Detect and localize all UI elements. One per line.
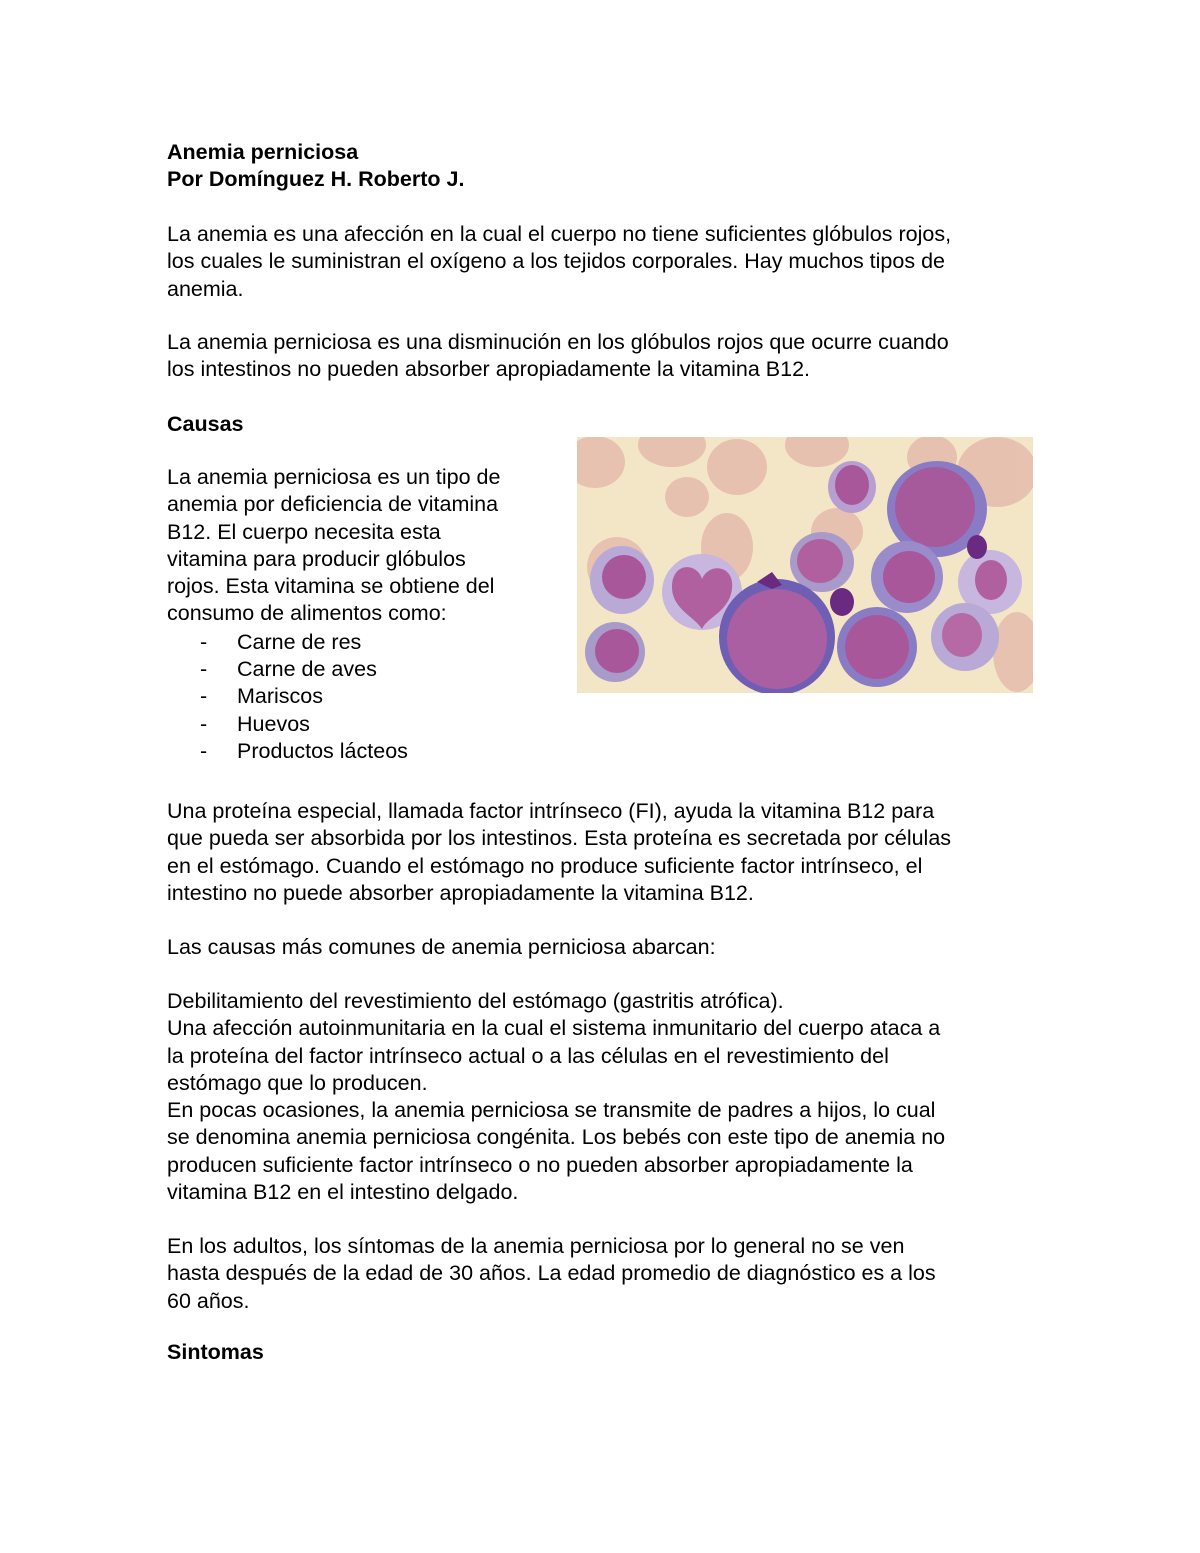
list-item — [167, 738, 500, 765]
paragraph-line: intestino no puede absorber apropiadamente la vitamina B12. — [167, 880, 754, 905]
list-marker: - — [200, 657, 208, 682]
paragraph-line: se denomina anemia perniciosa congénita. Los bebés con este tipo de anemia no — [167, 1125, 946, 1150]
paragraph-line: que pueda ser absorbida por los intestinos. Esta proteína es secretada por células — [167, 826, 952, 851]
paragraph-line: La anemia perniciosa es un tipo de — [167, 465, 501, 489]
factor-paragraph — [167, 798, 951, 907]
list-item — [167, 656, 500, 683]
list-marker: - — [200, 684, 208, 709]
paragraph-line: la proteína del factor intrínseco actual o a las células en el revestimiento del — [167, 1043, 889, 1068]
paragraph-line: los intestinos no pueden absorber apropiadamente la vitamina B12. — [167, 357, 811, 382]
paragraph-line: B12. El cuerpo necesita esta — [167, 519, 441, 544]
list-marker: - — [200, 738, 208, 763]
document-author: Por Domínguez H. Roberto J. — [167, 167, 465, 192]
paragraph-line: estómago que lo producen. — [167, 1070, 428, 1095]
causes-heading: Causas — [167, 412, 244, 436]
paragraph-line: en el estómago. Cuando el estómago no produce suficiente factor intrínseco, el — [167, 853, 923, 878]
list-marker: - — [200, 711, 208, 736]
symptoms-heading: Sintomas — [167, 1340, 264, 1364]
document-header — [167, 139, 464, 194]
intro-paragraph — [167, 221, 951, 303]
paragraph-line: anemia. — [167, 276, 244, 301]
food-list — [167, 629, 500, 765]
paragraph-line: vitamina B12 en el intestino delgado. — [167, 1180, 519, 1205]
paragraph-line: anemia por deficiencia de vitamina — [167, 492, 499, 517]
paragraph-line: vitamina para producir glóbulos — [167, 546, 466, 571]
blood-smear-image — [577, 437, 1033, 693]
paragraph-line: Las causas más comunes de anemia perniciosa abarcan: — [167, 935, 716, 959]
list-item-text: Productos lácteos — [237, 738, 408, 763]
list-item — [167, 683, 500, 710]
paragraph-line: Una afección autoinmunitaria en la cual el sistema inmunitario del cuerpo ataca a — [167, 1016, 941, 1041]
list-item-text: Mariscos — [237, 684, 324, 709]
common-causes-intro — [167, 934, 716, 961]
paragraph-line: En los adultos, los síntomas de la anemia perniciosa por lo general no se ven — [167, 1234, 905, 1258]
paragraph-line: 60 años. — [167, 1288, 250, 1313]
causes-section — [167, 411, 244, 438]
symptoms-section — [167, 1339, 264, 1366]
paragraph-line: Una proteína especial, llamada factor intrínseco (FI), ayuda la vitamina B12 para — [167, 799, 935, 823]
document-title: Anemia perniciosa — [167, 140, 359, 164]
paragraph-line: hasta después de la edad de 30 años. La edad promedio de diagnóstico es a los — [167, 1261, 936, 1286]
causes-intro-paragraph — [167, 464, 500, 765]
common-causes-paragraph — [167, 988, 945, 1206]
list-item — [167, 629, 500, 656]
paragraph-line: rojos. Esta vitamina se obtiene del — [167, 574, 495, 599]
paragraph-line: consumo de alimentos como: — [167, 601, 447, 626]
list-item-text: Carne de res — [237, 629, 362, 654]
list-item — [167, 711, 500, 738]
list-marker: - — [200, 629, 208, 654]
paragraph-line: los cuales le suministran el oxígeno a los tejidos corporales. Hay muchos tipos de — [167, 249, 945, 274]
paragraph-line: En pocas ocasiones, la anemia perniciosa se transmite de padres a hijos, lo cual — [167, 1098, 936, 1123]
paragraph-line: Debilitamiento del revestimiento del estómago (gastritis atrófica). — [167, 989, 784, 1013]
paragraph-line: La anemia es una afección en la cual el cuerpo no tiene suficientes glóbulos rojos, — [167, 222, 952, 246]
definition-paragraph — [167, 329, 949, 384]
micrograph-illustration — [577, 437, 1033, 693]
list-item-text: Huevos — [237, 711, 310, 736]
paragraph-line: producen suficiente factor intrínseco o no pueden absorber apropiadamente la — [167, 1152, 913, 1177]
adults-paragraph — [167, 1233, 936, 1315]
paragraph-line: La anemia perniciosa es una disminución en los glóbulos rojos que ocurre cuando — [167, 330, 949, 354]
list-item-text: Carne de aves — [237, 657, 377, 682]
